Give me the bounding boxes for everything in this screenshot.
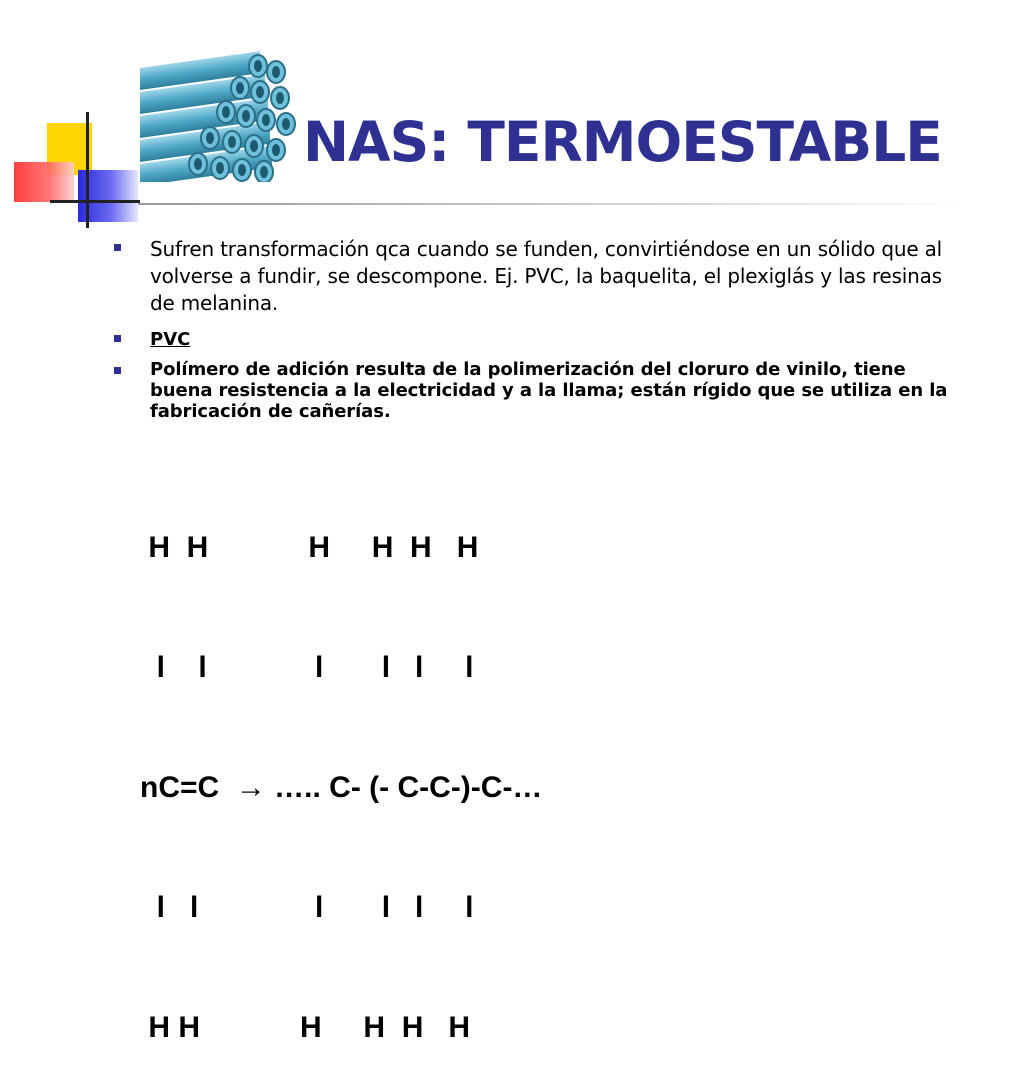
bullet-marker-icon (114, 367, 121, 374)
bullet-item (110, 236, 970, 317)
formula-row: H H H H H H (140, 531, 479, 564)
title-underline-rule (138, 203, 968, 205)
decor-red-square (14, 162, 74, 202)
bullet-list (110, 236, 970, 422)
bullet-text-pvc: PVC (150, 329, 191, 350)
bullet-item (110, 327, 970, 351)
decor-vertical-line (86, 112, 89, 228)
formula-row: l l l l l l (140, 891, 474, 924)
decor-horizontal-line (50, 200, 140, 203)
bullet-text: Polímero de adición resulta de la polimerización del cloruro de vinilo, tiene buena resistencia a la electricidad y a la llama; están rígido que se utiliza en la fabricación de cañerías. (150, 359, 948, 422)
formula-row: l l l l l l (140, 651, 474, 684)
bullet-text: Sufren transformación qca cuando se funden, convirtiéndose en un sólido que al volverse a fundir, se descompone. Ej. PVC, la baquelita, el plexiglás y las resinas de melanina. (150, 237, 942, 315)
bullet-marker-icon (114, 244, 121, 251)
formula-row: nC=C → ….. C- (- C-C-)-C-… (140, 771, 543, 804)
slide-title: NAS: TERMOESTABLE (303, 110, 942, 174)
pvc-pipes-image (140, 48, 300, 182)
pvc-polymerization-formula (140, 448, 542, 1088)
bullet-marker-icon (114, 335, 121, 342)
bullet-item (110, 359, 970, 422)
formula-row: H H H H H H (140, 1011, 471, 1044)
